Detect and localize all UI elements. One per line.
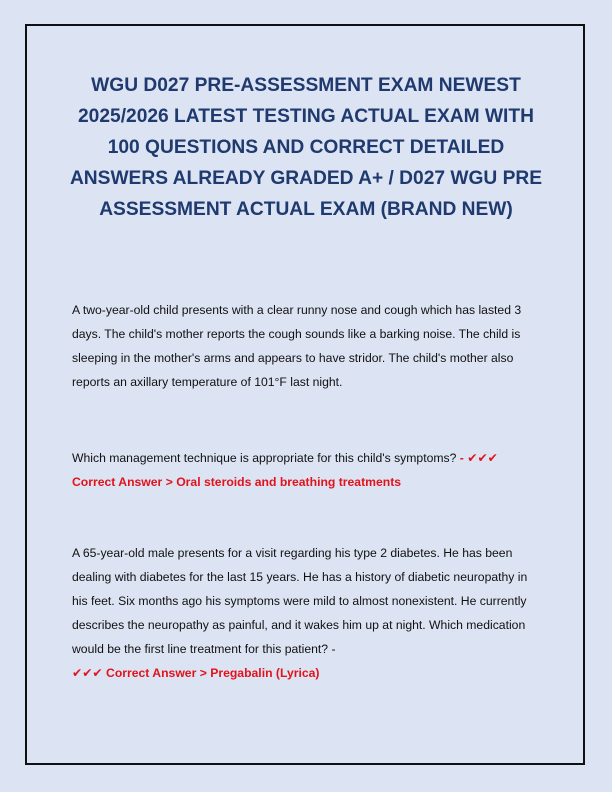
question-1-text: Which management technique is appropriate for this child's symptoms? bbox=[72, 451, 457, 465]
question-1-scenario: A two-year-old child presents with a clear runny nose and cough which has lasted 3 days. The child's mother reports the cough sounds like a barking noise. The child is sleeping in the mother's arms and appears to have stridor. The child's mother also reports an axillary temperature of 101°F last night. bbox=[72, 303, 522, 389]
question-2-answer: ✔✔✔ Correct Answer > Pregabalin (Lyrica) bbox=[72, 666, 320, 680]
question-1-block bbox=[72, 446, 542, 494]
answer-marker: - ✔✔✔ bbox=[459, 451, 498, 465]
question-2-block bbox=[72, 541, 542, 685]
question-1-answer: Correct Answer > Oral steroids and breathing treatments bbox=[72, 475, 402, 489]
question-2-text: A 65-year-old male presents for a visit regarding his type 2 diabetes. He has been dealing with diabetes for the last 15 years. He has a history of diabetic neuropathy in his feet. Six months ago his symptoms were mild to almost nonexistent. He currently describes the neuropathy as painful, and it wakes him up at night. Which medication would be the first line treatment for this patient? - bbox=[72, 546, 528, 656]
document-title: WGU D027 PRE-ASSESSMENT EXAM NEWEST 2025/2026 LATEST TESTING ACTUAL EXAM WITH 100 QUESTIONS AND CORRECT DETAILED ANSWERS ALREADY GRADED A+ / D027 WGU PRE ASSESSMENT ACTUAL EXAM (BRAND NEW) bbox=[69, 75, 543, 220]
